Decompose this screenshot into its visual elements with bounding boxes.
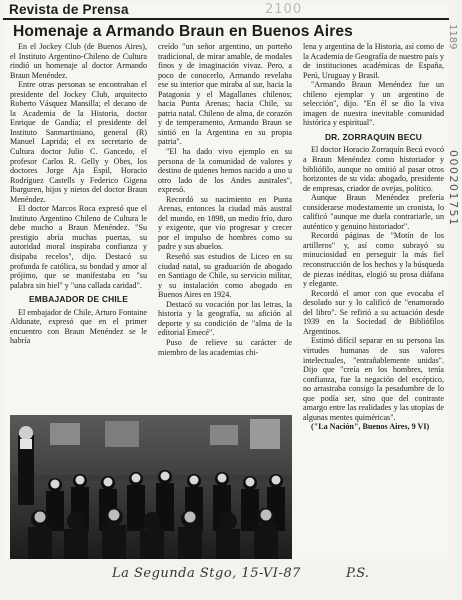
event-photo — [10, 415, 292, 559]
subhead-embajador: EMBAJADOR DE CHILE — [29, 294, 128, 305]
paragraph: Aunque Braun Menéndez prefería considerarse modestamente un cronista, lo calificó "aunque me duela contrariarle, un auténtico y genuino historiador". — [303, 193, 444, 231]
paragraph: En el Jockey Club (de Buenos Aires), el Instituto Argentino-Chileno de Cultura rindió un homenaje al doctor Armando Braun Menéndez. — [10, 42, 147, 80]
source-citation: ("La Nación", Buenos Aires, 9 VI) — [311, 422, 430, 432]
header-rule — [3, 18, 449, 20]
paragraph: El doctor Marcos Roca expresó que el Instituto Argentino Chileno de Cultura le debe mucho a Braun Menéndez. "Su prestigio abría muchas puertas, su autoridad moral inspiraba confianza y disipaba recelos", dijo. Destacó su profunda fe católica, su bondad y amor al prójimo, que se manifestaba en "su palabra sin hiel" y "una callada caridad". — [10, 204, 147, 290]
paragraph: Puso de relieve su carácter de miembro de las academias chi- — [158, 337, 292, 357]
subhead-zorraquin: DR. ZORRAQUIN BECU — [324, 131, 423, 142]
paragraph: Recordó páginas de "Motín de los artilleros" y, así como subrayó su minuciosidad en perseguir la más fiel reconstrucción de los hechos y la búsqueda de piezas inéditas, elogió su prosa diáfana y elegante. — [303, 231, 444, 289]
section-name: Revista de Prensa — [9, 2, 129, 17]
paragraph: lena y argentina de la Historia, así como de la Academia de Geografía de nuestro país y de instituciones académicas de España, Perú, Uruguay y Brasil. — [303, 42, 444, 80]
handwritten-initials: P.S. — [346, 566, 369, 581]
paragraph: Recordó su nacimiento en Punta Arenas, entonces la ciudad más austral del mundo, en 1898, un medio frío, duro y exigente, que vio progresar y crecer por el impulso de hombres como su padre y sus abuelos. — [158, 194, 292, 252]
column-3 — [303, 42, 444, 432]
handwritten-side-number: 1189 — [447, 24, 458, 50]
newspaper-clipping — [3, 2, 449, 559]
column-2 — [158, 42, 292, 357]
handwritten-number: 2100 — [265, 2, 303, 17]
paragraph: "Armando Braun Menéndez fue un chileno ejemplar y un argentino de selección", dijo. "En él se dio la viva imagen de nuestra inevitable comunidad histórica y espiritual". — [303, 80, 444, 128]
paragraph: Entre otras personas se encontraban el presidente del Jockey Club, arquitecto Roberto Vásquez Mansilla; el decano de la Academia de la Historia, doctor Enrique de Gandía; el presidente del Instituto Sanmartiniano, general (R) Manuel Laprida; el ex secretario de Cultura doctor Julio C. Gancedo, el profesor Carlos R. Gelly y Obes, los doctores Jorge Aja Espil, Horacio Rodríguez Castells y Federico Gigena Ibarguren, hijos y nietos del doctor Braun Menéndez. — [10, 80, 147, 204]
column-1 — [10, 42, 147, 346]
paragraph: Recordó el amor con que evocaba el desolado sur y lo calificó de "enamorado del libro". Se refirió a su actuación desde 1939 en la Sociedad de Bibliófilos Argentinos. — [303, 288, 444, 336]
paragraph: Estimó difícil separar en su persona las virtudes humanas de sus valores intelectuales, "entrañablemente unidas". Dijo que "creía en los hombres, tenía confianza, fue la negación del escéptico, no arrastraba consigo la pesadumbre de lo que podía ser, sino que del contraste amargo entre las realidades y las utopías de algunas mentes quiméricas". — [303, 336, 444, 422]
paragraph: Destacó su vocación por las letras, la historia y la geografía, su afición al deporte y su condición de "alma de la editorial Emecé". — [158, 299, 292, 338]
paragraph: creído "un señor argentino, un porteño tradicional, de mirar amable, de modales finos y de imaginación vivaz. Pero, a poco de conocerlo, Armando revelaba ese su interior que miraba al sur, hacia la Patagonia y el Magallanes chilenos; hacia Punta Arenas; hacia Chile, su patria natal. Chileno de alma, de corazón y de temperamento, Armando Braun se sintió en la Argentina en su propia patria". — [158, 42, 292, 147]
event-photo-image — [10, 415, 292, 559]
paragraph: El embajador de Chile, Arturo Fontaine Aldunate, expresó que en el primer encuentro con Braun Menéndez se le habría — [10, 307, 147, 346]
section-header — [3, 2, 449, 20]
headline: Homenaje a Armando Braun en Buenos Aires — [13, 23, 353, 40]
paragraph: Reseñó sus estudios de Liceo en su ciudad natal, su graduación de abogado en Santiago de Chile, su servicio militar, y su instalación como abogado en Buenos Aires en 1924. — [158, 252, 292, 300]
paragraph: "El ha dado vivo ejemplo en su persona de la comunidad de valores y destino de quienes hemos nacido a uno u otro lado de los Andes australes", expresó. — [158, 147, 292, 195]
paragraph: El doctor Horacio Zorraquín Becú evocó a Braun Menéndez como historiador y bibliófilo, aunque no omitió al pasar otros horizontes de su vida: abogado, presidente de empresas, criador de ovejas, político. — [303, 145, 444, 193]
archive-code: 000201751 — [447, 150, 460, 227]
handwritten-source-date: La Segunda Stgo, 15-VI-87 — [112, 566, 301, 581]
